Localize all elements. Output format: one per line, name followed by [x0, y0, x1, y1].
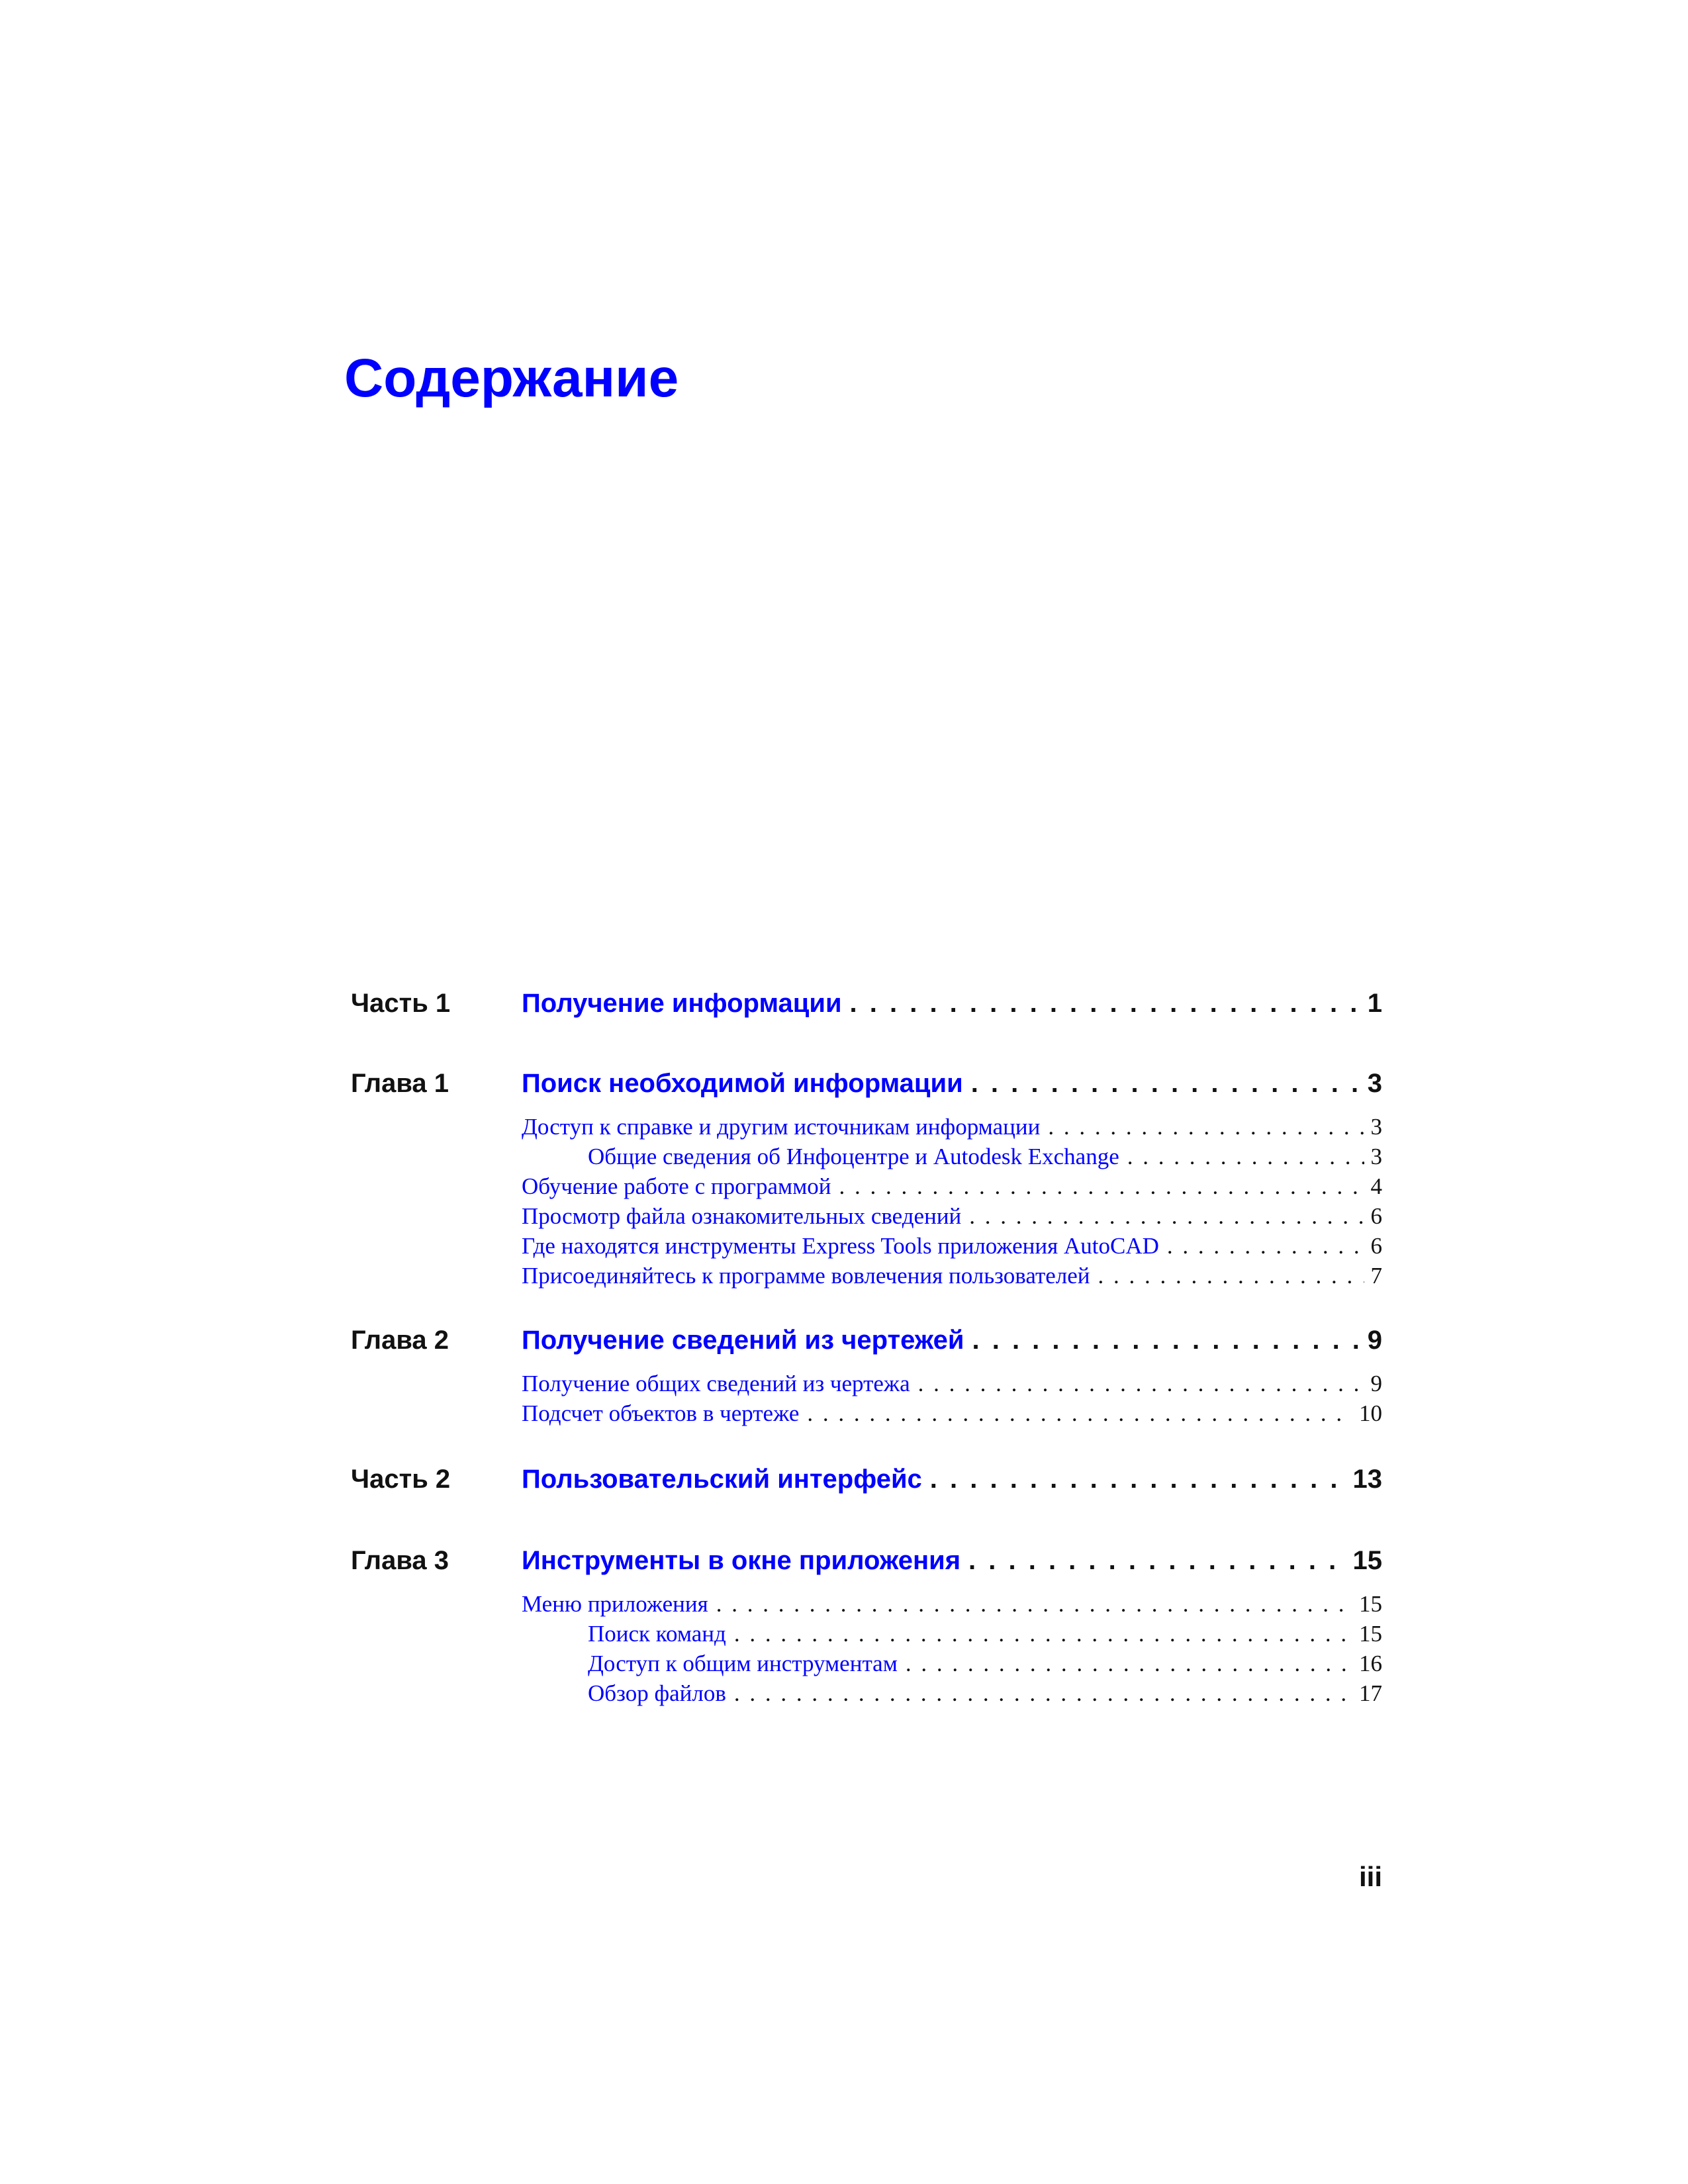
- toc-entry-title: Подсчет объектов в чертеже: [522, 1400, 800, 1426]
- dot-leader: [1048, 1114, 1364, 1140]
- toc-section-link[interactable]: [522, 1233, 1382, 1259]
- toc-section-link[interactable]: [522, 1114, 1382, 1140]
- toc-page-number: 16: [1359, 1651, 1382, 1676]
- toc-entry-title: Просмотр файла ознакомительных сведений: [522, 1203, 962, 1229]
- toc-entry-title: Пользовательский интерфейс: [522, 1465, 922, 1494]
- dot-leader: [930, 1465, 1346, 1494]
- toc-entry-title: Меню приложения: [522, 1591, 708, 1617]
- dot-leader: [906, 1651, 1352, 1677]
- toc-entry-title: Инструменты в окне приложения: [522, 1546, 961, 1575]
- toc-page-number: 15: [1352, 1546, 1382, 1575]
- toc-entry-title: Поиск команд: [588, 1621, 726, 1647]
- toc-chapter-label: Глава 3: [351, 1546, 449, 1575]
- toc-page-number: 6: [1370, 1203, 1382, 1229]
- toc-section-link[interactable]: [522, 1173, 1382, 1200]
- toc-page-number: 9: [1370, 1371, 1382, 1396]
- toc-section-link[interactable]: [522, 1591, 1382, 1617]
- toc-chapter-label: Глава 2: [351, 1326, 449, 1355]
- toc-page-number: 1: [1367, 989, 1382, 1018]
- toc-entry-title: Доступ к общим инструментам: [588, 1651, 898, 1676]
- toc-section-link[interactable]: [522, 1203, 1382, 1230]
- toc-entry-title: Получение информации: [522, 989, 842, 1018]
- toc-entry-title: Где находятся инструменты Express Tools приложения AutoCAD: [522, 1233, 1159, 1259]
- toc-part-label: Часть 2: [351, 1465, 451, 1494]
- dot-leader: [839, 1173, 1364, 1200]
- page-title: Содержание: [344, 348, 679, 408]
- toc-entry-title: Получение общих сведений из чертежа: [522, 1371, 910, 1396]
- toc-entry-title: Доступ к справке и другим источникам информации: [522, 1114, 1041, 1140]
- toc-entry-title: Присоединяйтесь к программе вовлечения пользователей: [522, 1263, 1090, 1289]
- toc-page-number: 3: [1370, 1144, 1382, 1169]
- page-number: iii: [1358, 1861, 1382, 1892]
- toc-section-link[interactable]: [588, 1144, 1382, 1170]
- toc-entry-title: Получение сведений из чертежей: [522, 1326, 964, 1355]
- toc-entry-title: Обзор файлов: [588, 1680, 726, 1706]
- toc-section-link[interactable]: [588, 1680, 1382, 1707]
- toc-page-number: 6: [1370, 1233, 1382, 1259]
- toc-page-number: 15: [1359, 1621, 1382, 1647]
- toc-entry-title: Общие сведения об Инфоцентре и Autodesk Exchange: [588, 1144, 1119, 1169]
- dot-leader: [972, 1326, 1360, 1355]
- toc-section-link[interactable]: [522, 1371, 1382, 1397]
- dot-leader: [971, 1069, 1361, 1099]
- toc-page-number: 3: [1367, 1069, 1382, 1098]
- toc-page-number: 3: [1370, 1114, 1382, 1140]
- dot-leader: [850, 989, 1361, 1019]
- toc-chapter-link[interactable]: [522, 1546, 1382, 1576]
- toc-section-link[interactable]: [588, 1621, 1382, 1647]
- dot-leader: [1127, 1144, 1364, 1170]
- toc-page-number: 15: [1359, 1591, 1382, 1617]
- toc-chapter-link[interactable]: [522, 1326, 1382, 1355]
- dot-leader: [969, 1203, 1364, 1230]
- dot-leader: [734, 1621, 1352, 1647]
- toc-part-label: Часть 1: [351, 989, 451, 1018]
- toc-section-link[interactable]: [522, 1400, 1382, 1427]
- toc-section-link[interactable]: [588, 1651, 1382, 1677]
- toc-page-number: 13: [1352, 1465, 1382, 1494]
- toc-page-number: 7: [1370, 1263, 1382, 1289]
- dot-leader: [734, 1680, 1352, 1707]
- dot-leader: [716, 1591, 1352, 1617]
- dot-leader: [1098, 1263, 1364, 1289]
- toc-page-number: 17: [1359, 1680, 1382, 1706]
- toc-page-number: 10: [1359, 1400, 1382, 1426]
- toc-page-number: 9: [1367, 1326, 1382, 1355]
- toc-entry-title: Поиск необходимой информации: [522, 1069, 963, 1098]
- dot-leader: [968, 1546, 1346, 1576]
- toc-part-link[interactable]: [522, 989, 1382, 1019]
- toc-chapter-label: Глава 1: [351, 1069, 449, 1098]
- dot-leader: [807, 1400, 1352, 1427]
- toc-chapter-link[interactable]: [522, 1069, 1382, 1099]
- toc-part-link[interactable]: [522, 1465, 1382, 1494]
- toc-section-link[interactable]: [522, 1263, 1382, 1289]
- toc-entry-title: Обучение работе с программой: [522, 1173, 831, 1199]
- toc-page-number: 4: [1370, 1173, 1382, 1199]
- dot-leader: [918, 1371, 1364, 1397]
- dot-leader: [1167, 1233, 1364, 1259]
